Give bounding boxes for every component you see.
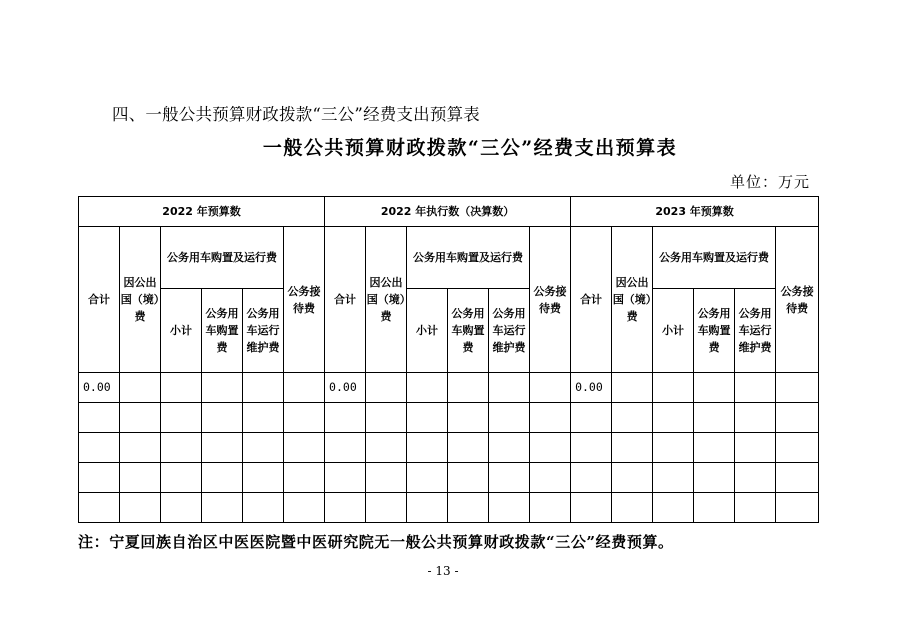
table-cell (448, 433, 489, 463)
section-heading: 四、一般公共预算财政拨款“三公”经费支出预算表 (112, 105, 480, 124)
table-cell (694, 403, 735, 433)
header-subtotal: 小计 (161, 289, 202, 373)
header-total: 合计 (325, 227, 366, 373)
table-cell (243, 373, 284, 403)
table-cell (653, 463, 694, 493)
table-cell (612, 433, 653, 463)
table-cell (366, 433, 407, 463)
three-public-expenses-table (78, 196, 819, 523)
table-cell: 0.00 (79, 373, 120, 403)
header-vehicle-purchase: 公务用车购置费 (694, 289, 735, 373)
table-cell (202, 493, 243, 523)
header-vehicle-purchase: 公务用车购置费 (448, 289, 489, 373)
table-cell (366, 403, 407, 433)
table-cell (448, 493, 489, 523)
table-cell (735, 373, 776, 403)
header-abroad: 因公出国（境）费 (120, 227, 161, 373)
table-cell (653, 493, 694, 523)
table-cell (120, 493, 161, 523)
table-row (79, 403, 819, 433)
header-row-groups (79, 197, 819, 227)
table-row (79, 433, 819, 463)
table-cell (653, 403, 694, 433)
table-cell (284, 373, 325, 403)
table-cell (735, 493, 776, 523)
table-cell (120, 463, 161, 493)
table-cell (776, 403, 819, 433)
table-cell (284, 463, 325, 493)
header-row-categories (79, 227, 819, 289)
table-row (79, 373, 819, 403)
table-row (79, 463, 819, 493)
header-row-subcategories (79, 289, 819, 373)
header-reception: 公务接待费 (530, 227, 571, 373)
table-cell (776, 463, 819, 493)
header-vehicle-operation: 公务用车运行维护费 (243, 289, 284, 373)
table-cell: 0.00 (571, 373, 612, 403)
unit-label: 单位：万元 (729, 173, 810, 191)
table-row (79, 493, 819, 523)
table-cell (202, 433, 243, 463)
table-cell (79, 463, 120, 493)
table-cell (79, 403, 120, 433)
header-abroad: 因公出国（境）费 (366, 227, 407, 373)
footnote: 注：宁夏回族自治区中医医院暨中医研究院无一般公共预算财政拨款“三公”经费预算。 (78, 533, 674, 551)
table-cell (243, 463, 284, 493)
table-cell (735, 433, 776, 463)
header-abroad: 因公出国（境）费 (612, 227, 653, 373)
table-cell (325, 433, 366, 463)
table-cell (653, 433, 694, 463)
header-reception: 公务接待费 (776, 227, 819, 373)
group-header-2022-budget: 2022 年预算数 (79, 197, 325, 227)
table-cell (612, 403, 653, 433)
table-cell (653, 373, 694, 403)
table-cell (407, 373, 448, 403)
table-cell (530, 463, 571, 493)
table-cell (161, 493, 202, 523)
table-body (79, 373, 819, 523)
header-subtotal: 小计 (407, 289, 448, 373)
table-cell (694, 493, 735, 523)
header-reception: 公务接待费 (284, 227, 325, 373)
table-cell (735, 463, 776, 493)
table-cell (489, 403, 530, 433)
table-title: 一般公共预算财政拨款“三公”经费支出预算表 (262, 137, 678, 159)
table-cell (161, 463, 202, 493)
table-cell (776, 493, 819, 523)
table-cell (79, 493, 120, 523)
header-vehicle-operation: 公务用车运行维护费 (735, 289, 776, 373)
table-cell (448, 373, 489, 403)
table-cell (120, 403, 161, 433)
table-cell (735, 403, 776, 433)
table-cell (694, 373, 735, 403)
table-cell (243, 403, 284, 433)
table-cell (202, 463, 243, 493)
table-cell (161, 433, 202, 463)
header-subtotal: 小计 (653, 289, 694, 373)
table-cell (202, 373, 243, 403)
table-cell (366, 493, 407, 523)
table-cell (284, 433, 325, 463)
table-cell (571, 433, 612, 463)
table-cell (489, 373, 530, 403)
table-cell (284, 493, 325, 523)
table-cell (202, 403, 243, 433)
header-vehicle-purchase: 公务用车购置费 (202, 289, 243, 373)
header-vehicle-operation: 公务用车运行维护费 (489, 289, 530, 373)
table-cell (325, 493, 366, 523)
table-cell (407, 403, 448, 433)
table-cell (243, 493, 284, 523)
table-cell (489, 433, 530, 463)
table-cell (612, 493, 653, 523)
table-cell (571, 463, 612, 493)
group-header-2023-budget: 2023 年预算数 (571, 197, 819, 227)
header-total: 合计 (571, 227, 612, 373)
header-total: 合计 (79, 227, 120, 373)
table-cell (284, 403, 325, 433)
table-cell (366, 463, 407, 493)
table-cell (489, 463, 530, 493)
table-cell (325, 463, 366, 493)
header-vehicle: 公务用车购置及运行费 (653, 227, 776, 289)
header-vehicle: 公务用车购置及运行费 (407, 227, 530, 289)
table-cell (612, 373, 653, 403)
table-cell (407, 463, 448, 493)
page-number: - 13 - (427, 564, 459, 578)
table-cell (612, 463, 653, 493)
table-cell (407, 433, 448, 463)
table-cell (366, 373, 407, 403)
table-cell (448, 403, 489, 433)
table-cell (571, 493, 612, 523)
table-cell (120, 433, 161, 463)
table-cell (325, 403, 366, 433)
table-cell (407, 493, 448, 523)
table-cell (530, 373, 571, 403)
table-cell (694, 433, 735, 463)
header-vehicle: 公务用车购置及运行费 (161, 227, 284, 289)
table-cell: 0.00 (325, 373, 366, 403)
group-header-2022-actual: 2022 年执行数（决算数） (325, 197, 571, 227)
table-cell (161, 373, 202, 403)
table-cell (448, 463, 489, 493)
table-cell (489, 493, 530, 523)
table-cell (120, 373, 161, 403)
table-cell (243, 433, 284, 463)
table-cell (530, 403, 571, 433)
table-cell (776, 373, 819, 403)
table-cell (530, 493, 571, 523)
table-cell (530, 433, 571, 463)
table-cell (161, 403, 202, 433)
table-cell (571, 403, 612, 433)
table-cell (776, 433, 819, 463)
table-cell (79, 433, 120, 463)
table-cell (694, 463, 735, 493)
